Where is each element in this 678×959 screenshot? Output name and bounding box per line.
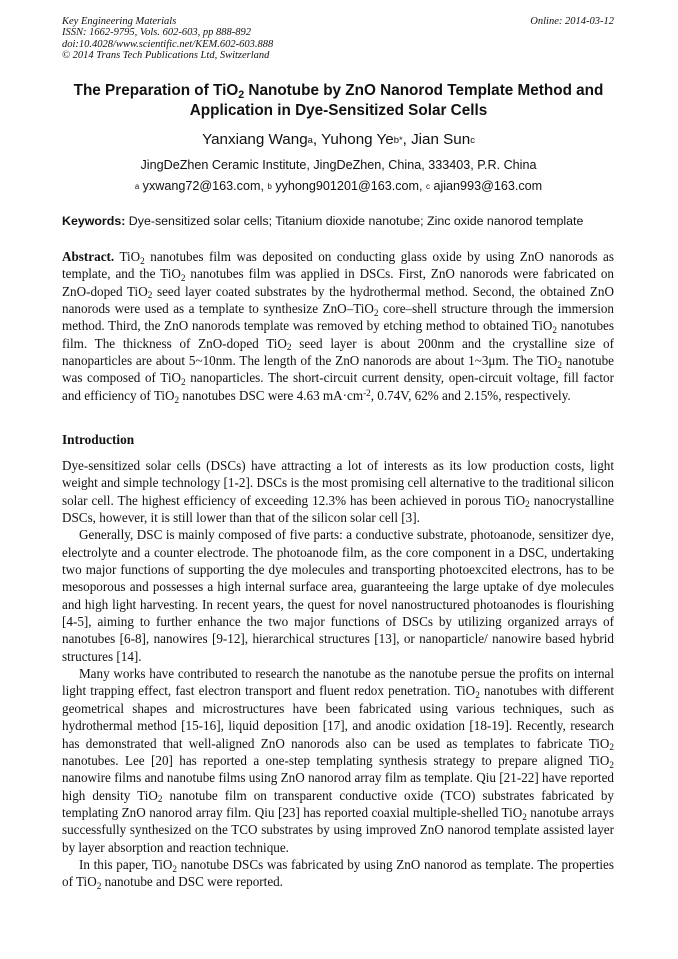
superscript: -2 — [363, 387, 371, 398]
text-run: nanocrystalline DSCs, however, it is still lower than that of the silicon solar cell [3]. — [62, 492, 614, 526]
issn-line: ISSN: 1662-9795, Vols. 602-603, pp 888-892 — [62, 27, 251, 39]
section-heading-introduction: Introduction — [62, 432, 135, 447]
subscript: 2 — [522, 811, 527, 822]
text-run: nanotube arrays successfully synthesized on the TCO substrates by using improved ZnO nanorod template assisted layer by layer absorption and reaction technique. — [62, 804, 615, 855]
text-run: nanotubes film was applied in DSCs. First, ZnO nanorods were fabricated on ZnO-doped TiO — [62, 266, 614, 299]
author-separator: , — [402, 131, 412, 148]
text-run: Generally, DSC is mainly composed of five parts: a conductive substrate, photoanode, sensitizer dye, electrolyte and a counter electrode. The photoanode film, as the core component in a DSC, undertaking two major functions of supporting the dye molecules and transporting photoexcited electrons, has to be mesoporous and possesses a high internal surface area, guaranteeing the large uptake of dye molecules and high light harvesting. In recent years, the quest for novel nanostructured photoanodes is flourishing [4-5], aiming to further enhance the two major functions of DSCs by utilizing organized arrays of nanotubes [6-8], nanowires [9-12], hierarchical structures [13], or nanoparticle/ nanowire based hybrid structures [14]. — [62, 527, 614, 664]
email-mark: b — [267, 182, 272, 192]
email-address[interactable]: yxwang72@163.com — [142, 179, 261, 193]
author-name: Yuhong Ye — [321, 131, 394, 148]
subscript: 2 — [181, 377, 186, 388]
intro-paragraph — [62, 665, 614, 856]
author-mark: c — [470, 134, 475, 146]
affiliation: JingDeZhen Ceramic Institute, JingDeZhen, China, 333403, P.R. China — [140, 158, 537, 172]
subscript: 2 — [96, 881, 102, 891]
title-line-2: Application in Dye-Sensitized Solar Cells — [189, 101, 488, 119]
subscript: 2 — [373, 307, 379, 318]
introduction-body — [62, 457, 614, 891]
author-name: Yanxiang Wang — [202, 131, 308, 148]
text-run: Dye-sensitized solar cells (DSCs) have attracting a lot of interests as its low production costs, light weight and simple technology [1-2]. DSCs is the most promising cell alternative to the traditional silicon solar cell. The highest efficiency of exceeding 12.3% has been achieved in porous TiO — [62, 458, 614, 508]
title-line-1: The Preparation of TiO$_2$ Nanotube by ZnO Nanorod Template Method and — [73, 82, 604, 102]
copyright-line: © 2014 Trans Tech Publications Ltd, Switzerland — [62, 49, 270, 61]
intro-paragraph — [62, 526, 614, 665]
text-run: nanotube and DSC were reported. — [101, 874, 284, 890]
text-run: Many works have contributed to research the nanotube as the nanotube persue the profits on internal light trapping effect, fast electron transport and fluent redox penetration. TiO — [62, 666, 614, 699]
doi-line[interactable]: doi:10.4028/www.scientific.net/KEM.602-603.888 — [62, 38, 274, 50]
keywords — [62, 213, 615, 229]
author-name: Jian Sun — [411, 131, 471, 148]
text-run: nanotubes film. The thickness of ZnO-doped TiO — [62, 318, 614, 351]
subscript: 2 — [475, 690, 480, 701]
journal-name: Key Engineering Materials — [62, 16, 177, 27]
subscript: 2 — [140, 255, 145, 266]
text-run: nanotube DSCs was fabricated by using ZnO nanorod as template. The properties of TiO — [62, 856, 614, 890]
intro-paragraph — [62, 457, 614, 526]
email-address[interactable]: yyhong901201@163.com — [275, 179, 420, 193]
text-run: seed layer is about 200nm and the crystalline size of nanoparticles are about 5~10nm. The length of the ZnO nanorods are about 1~3μm. The TiO — [62, 335, 615, 369]
online-date: Online: 2014-03-12 — [530, 16, 614, 27]
subscript: 2 — [180, 273, 186, 284]
text-run: nanotubes film was deposited on conducting glass oxide by using ZnO nanorods as template, and the TiO — [62, 249, 614, 282]
subscript: 2 — [557, 359, 562, 370]
text-run: seed layer coated substrates by the hydrothermal method. Second, the obtained ZnO nanorods were used as a template to synthesize ZnO–TiO — [62, 283, 614, 317]
subscript: 2 — [174, 394, 180, 405]
subscript: 2 — [609, 759, 614, 770]
text-run: nanoparticles. The short-circuit current density, open-circuit voltage, fill factor and efficiency of TiO — [62, 370, 614, 403]
keywords-label: Keywords: — [62, 214, 126, 228]
subscript: 2 — [157, 794, 163, 805]
paper-title — [62, 81, 615, 120]
author-mark: a — [307, 134, 313, 146]
subscript: 2 — [552, 325, 557, 336]
author-list — [62, 130, 615, 149]
email-separator: , — [260, 179, 268, 193]
text-run: , 0.74V, 62% and 2.15%, respectively. — [370, 387, 571, 403]
author-mark: b* — [393, 134, 403, 146]
email-mark: c — [426, 182, 430, 192]
intro-paragraph — [62, 856, 614, 891]
text-run: nanotubes DSC were 4.63 mA·cm — [179, 387, 364, 403]
text-run: nanowire films and nanotube films using ZnO nanorod array film as template. Qiu [21-22] have reported high density TiO — [62, 770, 614, 803]
subscript: 2 — [147, 290, 153, 301]
email-separator: , — [419, 179, 427, 193]
text-run: nanotubes with different geometrical shapes and microstructures have been fabricated using various techniques, such as hydrothermal method [15-16], liquid deposition [17], and anodic oxidation [18-19]. Recently, research has demonstrated that well-aligned ZnO nanorods also can be used as templates to fabricate TiO — [62, 683, 615, 751]
email-mark: a — [134, 182, 140, 192]
subscript: 2 — [525, 499, 530, 510]
subscript: 2 — [609, 742, 614, 753]
journal-header — [62, 16, 614, 61]
text-run: core–shell structure through the immersion method. Third, the ZnO nanorods template was removed by etching method to obtained TiO — [62, 301, 614, 334]
keywords-text: Dye-sensitized solar cells; Titanium dioxide nanotube; Zinc oxide nanorod template — [125, 214, 584, 228]
subscript: 2 — [286, 342, 292, 353]
subscript: 2 — [172, 863, 177, 874]
abstract-label: Abstract. — [62, 249, 115, 264]
abstract — [62, 248, 614, 404]
email-address[interactable]: ajian993@163.com — [433, 179, 543, 193]
text-run: nanotubes. Lee [20] has reported a one-step templating synthesis strategy to prepare aligned TiO — [62, 752, 610, 768]
text-run: nanotube film on transparent conductive oxide (TCO) substrates fabricated by templating ZnO nanorod array film. Qiu [23] has reported coaxial multiple-shelled TiO — [62, 787, 614, 820]
text-run: TiO — [114, 249, 141, 264]
author-separator: , — [312, 131, 322, 148]
text-run: nanotube was composed of TiO — [62, 353, 615, 386]
author-emails — [62, 178, 615, 194]
text-run: In this paper, TiO — [79, 856, 173, 872]
